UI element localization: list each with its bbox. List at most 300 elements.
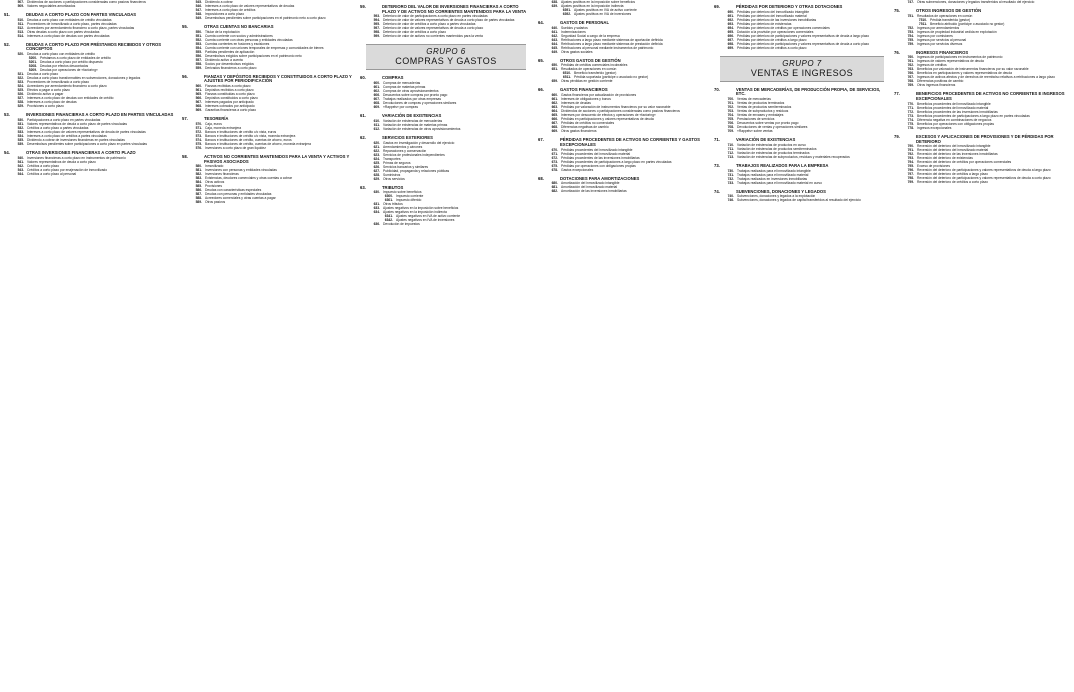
account-code: 65.: [538, 57, 544, 63]
account-name: SUBVENCIONES, DONACIONES Y LEGADOS: [736, 188, 826, 194]
account-name: Efectos a pagar a corto plazo: [27, 88, 70, 93]
account-code: 681.: [551, 185, 558, 190]
account-code: 52.: [4, 41, 10, 47]
account-code: 643.: [551, 37, 558, 42]
account-code: 6511.: [562, 75, 571, 80]
account-code: 770.: [907, 101, 914, 106]
account-name: Deterioro de valor de participaciones a corto plazo en partes vinculadas: [383, 14, 488, 19]
account-subgroup-heading: [4, 43, 176, 52]
account-code: 607.: [373, 97, 380, 102]
account-name: Inmovilizado: [205, 164, 224, 169]
account-name: Inversiones con personas y entidades vinculadas: [205, 168, 277, 173]
account-name: Cuenta corriente con uniones temporales de empresas y comunidades de bienes: [205, 45, 324, 50]
account-name: OTRAS CUENTAS NO BANCARIAS: [204, 24, 274, 29]
account-name: Primas de seguros: [383, 160, 411, 165]
account-name: Ajustes positivos en la imposición indirecta: [561, 4, 624, 8]
account-name: Pérdidas en participaciones y valores representativos de deuda: [561, 117, 654, 122]
account-name: Ventas de envases y embalajes: [737, 113, 784, 118]
account-entry: [714, 198, 890, 202]
account-code: 732.: [727, 176, 734, 181]
account-name: Dotación a la provisión por operaciones comerciales: [737, 29, 814, 34]
account-name: Diferencias positivas de cambio: [917, 79, 964, 84]
account-name: Pérdidas procedentes del inmovilizado intangible: [561, 147, 633, 152]
account-code: 526.: [17, 92, 24, 97]
account-name: Variación de existencias de productos terminados: [737, 150, 810, 155]
account-code: 524.: [17, 84, 24, 89]
account-name: Retribuciones a largo plazo mediante sistemas de aportación definida: [561, 37, 663, 42]
account-entry: [182, 146, 354, 150]
account-code: 771.: [907, 105, 914, 110]
account-name: GASTOS FINANCIEROS: [560, 87, 608, 93]
account-code: 702.: [727, 105, 734, 110]
account-name: OTRAS INVERSIONES FINANCIERAS A CORTO PLAZO: [26, 149, 136, 155]
account-entry: [714, 46, 890, 50]
account-entry: [894, 180, 1070, 184]
account-name: Deudas a corto plazo transformables en subvenciones, donaciones y legados: [27, 76, 141, 81]
account-name: Deterioro de valor de créditos a corto plazo: [383, 30, 447, 35]
account-name: Otros pasivos: [205, 200, 226, 205]
account-code: 730.: [727, 168, 734, 173]
account-code: 588.: [195, 196, 202, 201]
account-code: 670.: [551, 147, 558, 152]
account-code: 583.: [195, 176, 202, 181]
account-name: Subvenciones, donaciones y legados de capital transferidos al resultado del ejercicio: [737, 198, 861, 203]
account-name: Ventas de productos terminados: [737, 101, 785, 106]
account-name: OTROS GASTOS DE GESTIÓN: [560, 57, 621, 63]
group-title: COMPRAS Y GASTOS: [395, 56, 497, 67]
account-name: Beneficio atribuido (partícipe o asociado no gestor): [930, 21, 1005, 26]
account-name: Pérdida soportada (partícipe o asociado no gestor): [574, 75, 649, 80]
account-code: 664.: [551, 109, 558, 114]
account-code: 523.: [17, 80, 24, 85]
account-code: 623.: [373, 152, 380, 157]
account-name: Pérdidas de créditos no comerciales: [561, 121, 615, 126]
account-entry: [894, 42, 1070, 46]
account-entry: [4, 4, 176, 8]
account-code: 51.: [4, 12, 10, 17]
account-code: 630.: [373, 190, 380, 195]
account-name: Servicios de profesionales independientes: [383, 152, 445, 157]
account-code: 795.: [907, 164, 914, 169]
account-entry: [4, 34, 176, 38]
account-name: Deterioro de valor de activos no corrientes mantenidos para la venta: [383, 34, 483, 39]
account-name: Amortización de las inversiones inmobiliarias: [561, 189, 627, 194]
account-code: 6391.: [562, 8, 571, 12]
account-subgroup-heading: [714, 88, 890, 97]
account-name: Servicios bancarios y similares: [383, 164, 429, 169]
account-name: Participaciones a corto plazo en partes vinculadas: [27, 117, 101, 122]
account-name: Compras de otros aprovisionamientos: [383, 89, 439, 94]
account-code: 621.: [373, 144, 380, 149]
column-4: [538, 0, 710, 692]
account-name: Beneficios procedentes de participaciones a largo plazo en partes vinculadas: [917, 113, 1030, 118]
account-code: 671.: [551, 151, 558, 156]
account-name: Compras de mercaderías: [383, 81, 421, 86]
account-name: Ingresos de valores representativos de deuda: [917, 59, 984, 64]
account-code: 74.: [714, 188, 720, 194]
account-name: Seguridad Social a cargo de la empresa: [561, 33, 620, 38]
account-name: Inversiones financieras: [205, 172, 239, 177]
account-code: 697.: [727, 37, 734, 42]
account-name: Impuesto diferido: [396, 198, 422, 203]
account-name: Descuentos sobre ventas por pronto pago: [737, 121, 799, 126]
account-code: 626.: [373, 164, 380, 169]
account-name: Retribuciones a largo plazo mediante sistemas de prestación definida: [561, 41, 663, 46]
account-code: 733.: [727, 180, 734, 185]
account-name: Pérdidas por deterioro de créditos a corto plazo: [737, 45, 807, 50]
column-3: [360, 0, 532, 692]
account-name: COMPRAS: [382, 75, 404, 81]
account-name: Ajustes negativos en la imposición indirecta: [383, 210, 447, 215]
account-code: 6341.: [384, 214, 393, 219]
account-code: 663.: [551, 105, 558, 110]
account-code: 522.: [17, 76, 24, 81]
account-subgroup-heading: [894, 92, 1070, 101]
account-name: Bancos e instituciones de crédito c/c vista, euros: [205, 129, 277, 134]
account-code: 694.: [727, 25, 734, 30]
account-name: Devoluciones de compras y operaciones similares: [383, 101, 457, 106]
account-name: Intereses a corto plazo de valores representativos de deudas: [205, 4, 295, 8]
account-name: Deudas con características especiales: [205, 188, 262, 193]
account-code: 778.: [907, 125, 914, 130]
account-name: Ingresos de participaciones en instrumentos de patrimonio: [917, 55, 1003, 60]
account-name: VARIACIÓN DE EXISTENCIAS: [736, 137, 796, 143]
account-code: 56.: [182, 73, 188, 79]
account-code: 649.: [551, 49, 558, 54]
account-entry: [182, 108, 354, 112]
account-name: Deudas por efectos descontados: [40, 64, 89, 69]
account-code: 660.: [551, 93, 558, 98]
account-name: Ingresos por servicios diversos: [917, 41, 963, 46]
account-subgroup-heading: [182, 155, 354, 164]
account-entry: [538, 50, 710, 54]
account-code: 669.: [551, 129, 558, 134]
account-code: 693.: [727, 21, 734, 26]
account-name: «Rappels» por compras: [383, 105, 419, 110]
account-code: 558.: [195, 61, 202, 66]
account-name: Otras pérdidas en gestión corriente: [561, 79, 613, 84]
account-name: Trabajos realizados para el inmovilizado material en curso: [737, 180, 822, 185]
account-name: DOTACIONES PARA AMORTIZACIONES: [560, 175, 640, 181]
account-name: Ingresos excepcionales: [917, 125, 952, 130]
account-name: Bancos e instituciones de crédito, cuentas de ahorro, moneda extranjera: [205, 141, 311, 146]
account-entry: [360, 222, 532, 226]
account-code: 528.: [17, 100, 24, 105]
account-code: 651.: [551, 67, 558, 72]
account-name: DETERIORO DEL VALOR DE INVERSIONES FINANCIERAS A CORTO PLAZO Y DE ACTIVOS NO CORRIENTES MANTENIDOS PARA LA VENTA: [382, 4, 527, 14]
account-code: 525.: [17, 88, 24, 93]
account-code: 514.: [17, 33, 24, 38]
column-1: [4, 0, 176, 692]
account-subgroup-heading: [538, 138, 710, 147]
account-code: 796.: [907, 168, 914, 173]
account-entry: [538, 129, 710, 133]
account-name: Intereses pagados por anticipado: [205, 100, 254, 105]
account-name: Deudas a corto plazo por crédito dispuesto: [40, 60, 103, 65]
column-5: [714, 0, 890, 692]
account-name: Dividendo a cobrar: [205, 0, 233, 4]
account-name: Reversión del deterioro de participaciones y valores representativos de deuda a largo plazo: [917, 168, 1051, 173]
account-code: 710.: [727, 142, 734, 147]
account-name: Pérdidas por operaciones con obligaciones propias: [561, 163, 636, 168]
account-code: 79.: [894, 133, 900, 139]
account-name: Créditos a corto plazo al personal: [27, 171, 77, 176]
account-name: Beneficio transferido (gestor): [574, 71, 617, 76]
account-name: Dividendos de acciones o participaciones consideradas como pasivos financieros: [561, 109, 680, 114]
account-name: Amortización del inmovilizado material: [561, 185, 618, 190]
account-name: Desembolsos pendientes sobre participaciones en el patrimonio neto a corto plazo: [205, 16, 326, 20]
account-code: 549.: [195, 16, 202, 20]
account-name: Deudas a corto plazo con entidades de crédito: [27, 52, 95, 57]
account-name: Caja, moneda extranjera: [205, 125, 242, 130]
account-code: 746.: [727, 198, 734, 203]
account-name: Pérdidas procedentes del inmovilizado material: [561, 151, 631, 156]
account-name: Resultados de operaciones en común: [917, 13, 973, 18]
account-code: 768.: [907, 79, 914, 84]
account-name: Cuenta corriente con otras personas y entidades vinculadas: [205, 37, 293, 42]
account-name: Derivados financieros a corto plazo: [205, 65, 257, 70]
account-entry: [182, 66, 354, 70]
account-code: 59.: [360, 4, 366, 9]
account-code: 731.: [727, 172, 734, 177]
account-code: 762.: [907, 63, 914, 68]
account-name: Impuesto sobre beneficios: [383, 190, 422, 195]
account-code: 602.: [373, 89, 380, 94]
account-code: 62.: [360, 134, 366, 140]
account-code: 71.: [714, 137, 720, 143]
account-code: 599.: [373, 34, 380, 39]
account-code: 544.: [17, 171, 24, 176]
account-code: 573.: [195, 133, 202, 138]
account-code: 690.: [727, 9, 734, 14]
account-name: Gastos excepcionales: [561, 167, 594, 172]
account-name: INGRESOS FINANCIEROS: [916, 49, 969, 55]
account-code: 6392.: [562, 12, 571, 16]
account-name: Depósitos constituidos a corto plazo: [205, 96, 258, 101]
account-name: Ajustes negativos en IVA de activo corriente: [396, 214, 461, 219]
account-name: Gastos financieros por actualización de provisiones: [561, 93, 637, 98]
account-code: 560.: [195, 84, 202, 89]
account-name: Otros gastos sociales: [561, 49, 593, 54]
account-code: 759.: [907, 41, 914, 46]
account-code: 5208.: [28, 64, 37, 69]
account-name: Ingresos por comisiones: [917, 33, 953, 38]
account-code: 708.: [727, 125, 734, 130]
account-name: Intereses a corto plazo de deudas con partes vinculadas: [27, 33, 110, 38]
account-name: Ventas de productos semiterminados: [737, 105, 792, 110]
account-entry: [538, 79, 710, 83]
account-code: 574.: [195, 137, 202, 142]
account-entry: [360, 34, 532, 38]
account-name: Proveedores de inmovilizado a corto plazo: [27, 80, 90, 85]
account-code: 5201.: [28, 60, 37, 65]
account-code: 586.: [195, 188, 202, 193]
account-code: 775.: [907, 121, 914, 126]
account-entry: [182, 16, 354, 20]
account-code: 589.: [195, 200, 202, 205]
account-code: 509.: [17, 4, 24, 8]
group-number: GRUPO 7: [782, 58, 822, 68]
account-code: 790.: [907, 144, 914, 149]
column-2: [182, 0, 354, 692]
account-name: TESORERÍA: [204, 116, 229, 122]
account-code: 740.: [727, 194, 734, 199]
account-name: OTROS INGRESOS DE GESTIÓN: [916, 8, 982, 13]
account-name: Intereses a corto plazo de valores representativos de deuda de partes vinculadas: [27, 129, 146, 134]
account-subgroup-heading: [894, 135, 1070, 144]
account-name: Deudas a corto plazo con entidades de crédito vinculadas: [27, 17, 112, 22]
account-name: Diferencias negativas de cambio: [561, 125, 609, 130]
account-code: 513.: [17, 29, 24, 34]
account-entry: [182, 200, 354, 204]
account-subgroup-heading: [360, 5, 532, 14]
account-name: Variación de existencias de materias primas: [383, 122, 448, 127]
account-name: Acreedores por arrendamiento financiero a corto plazo: [27, 84, 107, 89]
account-code: 695.: [727, 29, 734, 34]
account-name: Socios por desembolsos exigidos: [205, 61, 254, 66]
account-name: Provisiones a corto plazo: [27, 104, 64, 109]
account-entry: [4, 172, 176, 176]
account-code: 601.: [373, 85, 380, 90]
account-code: 69.: [714, 4, 720, 9]
account-code: 576.: [195, 145, 202, 150]
account-name: Acreedores por arrendamiento financiero a corto plazo, partes vinculadas: [27, 25, 135, 30]
account-code: 520.: [17, 52, 24, 57]
account-code: 584.: [195, 180, 202, 185]
account-name: Ajustes positivos en IVA de inversiones: [574, 12, 632, 16]
account-name: Dividendos de acciones o participaciones consideradas como pasivos financieros: [27, 0, 146, 4]
account-entry: [360, 105, 532, 109]
account-name: DEUDAS A CORTO PLAZO POR PRÉSTAMOS RECIBIDOS Y OTROS CONCEPTOS: [26, 41, 162, 52]
account-code: 634.: [373, 210, 380, 215]
account-name: Deudas a corto plazo: [27, 72, 59, 77]
account-code: 510.: [17, 17, 24, 22]
account-code: 755.: [907, 37, 914, 42]
account-name: Cuenta corriente con socios y administradores: [205, 33, 273, 38]
account-code: 627.: [373, 168, 380, 173]
account-code: 668.: [551, 125, 558, 130]
account-code: 610.: [373, 118, 380, 123]
account-code: 64.: [538, 20, 544, 25]
account-name: Beneficios por operaciones con obligaciones propias: [917, 121, 994, 126]
account-name: Proveedores de inmovilizado a corto plazo, partes vinculadas: [27, 21, 117, 26]
account-entry: [360, 127, 532, 131]
account-code: 700.: [727, 97, 734, 102]
account-entry: [714, 129, 890, 133]
account-code: 566.: [195, 96, 202, 101]
account-name: Pérdidas por deterioro de las inversiones inmobiliarias: [737, 17, 817, 22]
account-code: 7510.: [918, 17, 927, 22]
account-code: 691.: [727, 13, 734, 18]
account-code: 753.: [907, 29, 914, 34]
account-name: GASTOS DE PERSONAL: [560, 20, 610, 25]
account-entry: [4, 142, 176, 146]
account-name: Transportes: [383, 156, 401, 161]
account-code: 642.: [551, 33, 558, 38]
account-entry: [714, 181, 890, 185]
account-name: Reversión del deterioro del inmovilizado intangible: [917, 144, 991, 149]
account-name: Bancos e instituciones de crédito, cuentas de ahorro, euros: [205, 137, 292, 142]
account-name: Pérdidas por valoración de instrumentos financieros por su valor razonable: [561, 105, 671, 110]
account-name: TRIBUTOS: [382, 184, 404, 190]
account-name: Otras deudas a corto plazo con partes vinculadas: [27, 29, 100, 34]
account-code: 628.: [373, 172, 380, 177]
account-name: FIANZAS Y DEPÓSITOS RECIBIDOS Y CONSTITUIDOS A CORTO PLAZO Y AJUSTES POR PERIODIFICACIÓN: [204, 73, 352, 84]
account-name: Imposiciones a corto plazo: [205, 12, 245, 16]
account-entry: [538, 189, 710, 193]
account-name: Prestaciones de servicios: [737, 117, 775, 122]
account-code: 55.: [182, 24, 188, 29]
account-name: Créditos a corto plazo por enajenación de inmovilizado: [27, 167, 108, 172]
account-code: 540.: [17, 155, 24, 160]
account-code: 666.: [551, 117, 558, 122]
account-name: Variación de existencias de otros aprovisionamientos: [383, 126, 461, 131]
account-code: 752.: [907, 25, 914, 30]
account-code: 68.: [538, 175, 544, 181]
account-name: Variación de existencias de productos semiterminados: [737, 146, 817, 151]
account-code: 751.: [907, 13, 914, 18]
account-code: 698.: [727, 41, 734, 46]
account-name: Exceso de provisiones: [917, 164, 950, 169]
account-code: 554.: [195, 45, 202, 50]
account-code: 711.: [727, 146, 734, 151]
account-name: Compras de materias primas: [383, 85, 426, 90]
account-name: Diferencia negativa en combinaciones de negocios: [917, 117, 992, 122]
account-name: Amortización del inmovilizado intangible: [561, 181, 620, 186]
account-code: 53.: [4, 112, 10, 118]
account-code: 661.: [551, 97, 558, 102]
account-name: Ventas de subproductos y residuos: [737, 109, 789, 114]
account-code: 682.: [551, 189, 558, 194]
account-code: 521.: [17, 72, 24, 77]
account-name: Dividendo activo a pagar: [27, 92, 64, 97]
account-name: Sueldos y salarios: [561, 25, 588, 30]
account-code: 608.: [373, 101, 380, 106]
account-name: Ajustes negativos en IVA de inversiones: [396, 218, 455, 223]
account-name: Acreedores comerciales y otras cuentas a pagar: [205, 196, 276, 201]
account-name: Existencias, deudores comerciales y otras cuentas a cobrar: [205, 176, 293, 181]
account-name: Ajustes positivos en IVA de activo corriente: [574, 8, 637, 12]
account-code: 559.: [195, 65, 202, 70]
account-code: 703.: [727, 109, 734, 114]
account-code: 543.: [17, 167, 24, 172]
account-name: EXCESOS Y APLICACIONES DE PROVISIONES Y DE PÉRDIDAS POR DETERIORO: [916, 133, 1054, 144]
account-code: 66.: [538, 87, 544, 93]
account-name: Beneficios procedentes del inmovilizado material: [917, 105, 989, 110]
account-code: 581.: [195, 168, 202, 173]
account-name: Valores representativos de deuda a corto plazo: [27, 159, 96, 164]
account-code: 539.: [17, 141, 24, 146]
account-name: TRABAJOS REALIZADOS PARA LA EMPRESA: [736, 162, 829, 168]
account-entry: [894, 0, 1070, 4]
account-code: 797.: [907, 172, 914, 177]
account-name: Provisiones: [205, 184, 223, 189]
account-name: Valores negociables amortizados: [27, 4, 76, 8]
account-name: Pérdidas por deterioro del inmovilizado material: [737, 13, 807, 18]
account-code: 606.: [373, 93, 380, 98]
account-name: Inversiones a corto plazo de gran liquidez: [205, 145, 266, 150]
account-name: PÉRDIDAS PROCEDENTES DE ACTIVOS NO CORRIENTES Y GASTOS EXCEPCIONALES: [560, 137, 700, 147]
account-code: 631.: [373, 202, 380, 207]
account-name: Descuentos sobre compras por pronto pago: [383, 93, 448, 98]
account-name: Intereses a corto plazo de créditos: [205, 8, 256, 12]
account-name: Pérdidas procedentes de participaciones a largo plazo en partes vinculadas: [561, 159, 672, 164]
account-name: Pérdida transferida (gestor): [930, 17, 971, 22]
account-code: 594.: [373, 18, 380, 23]
account-code: 622.: [373, 148, 380, 153]
account-code: 5200.: [28, 56, 37, 61]
account-code: 585.: [195, 184, 202, 189]
